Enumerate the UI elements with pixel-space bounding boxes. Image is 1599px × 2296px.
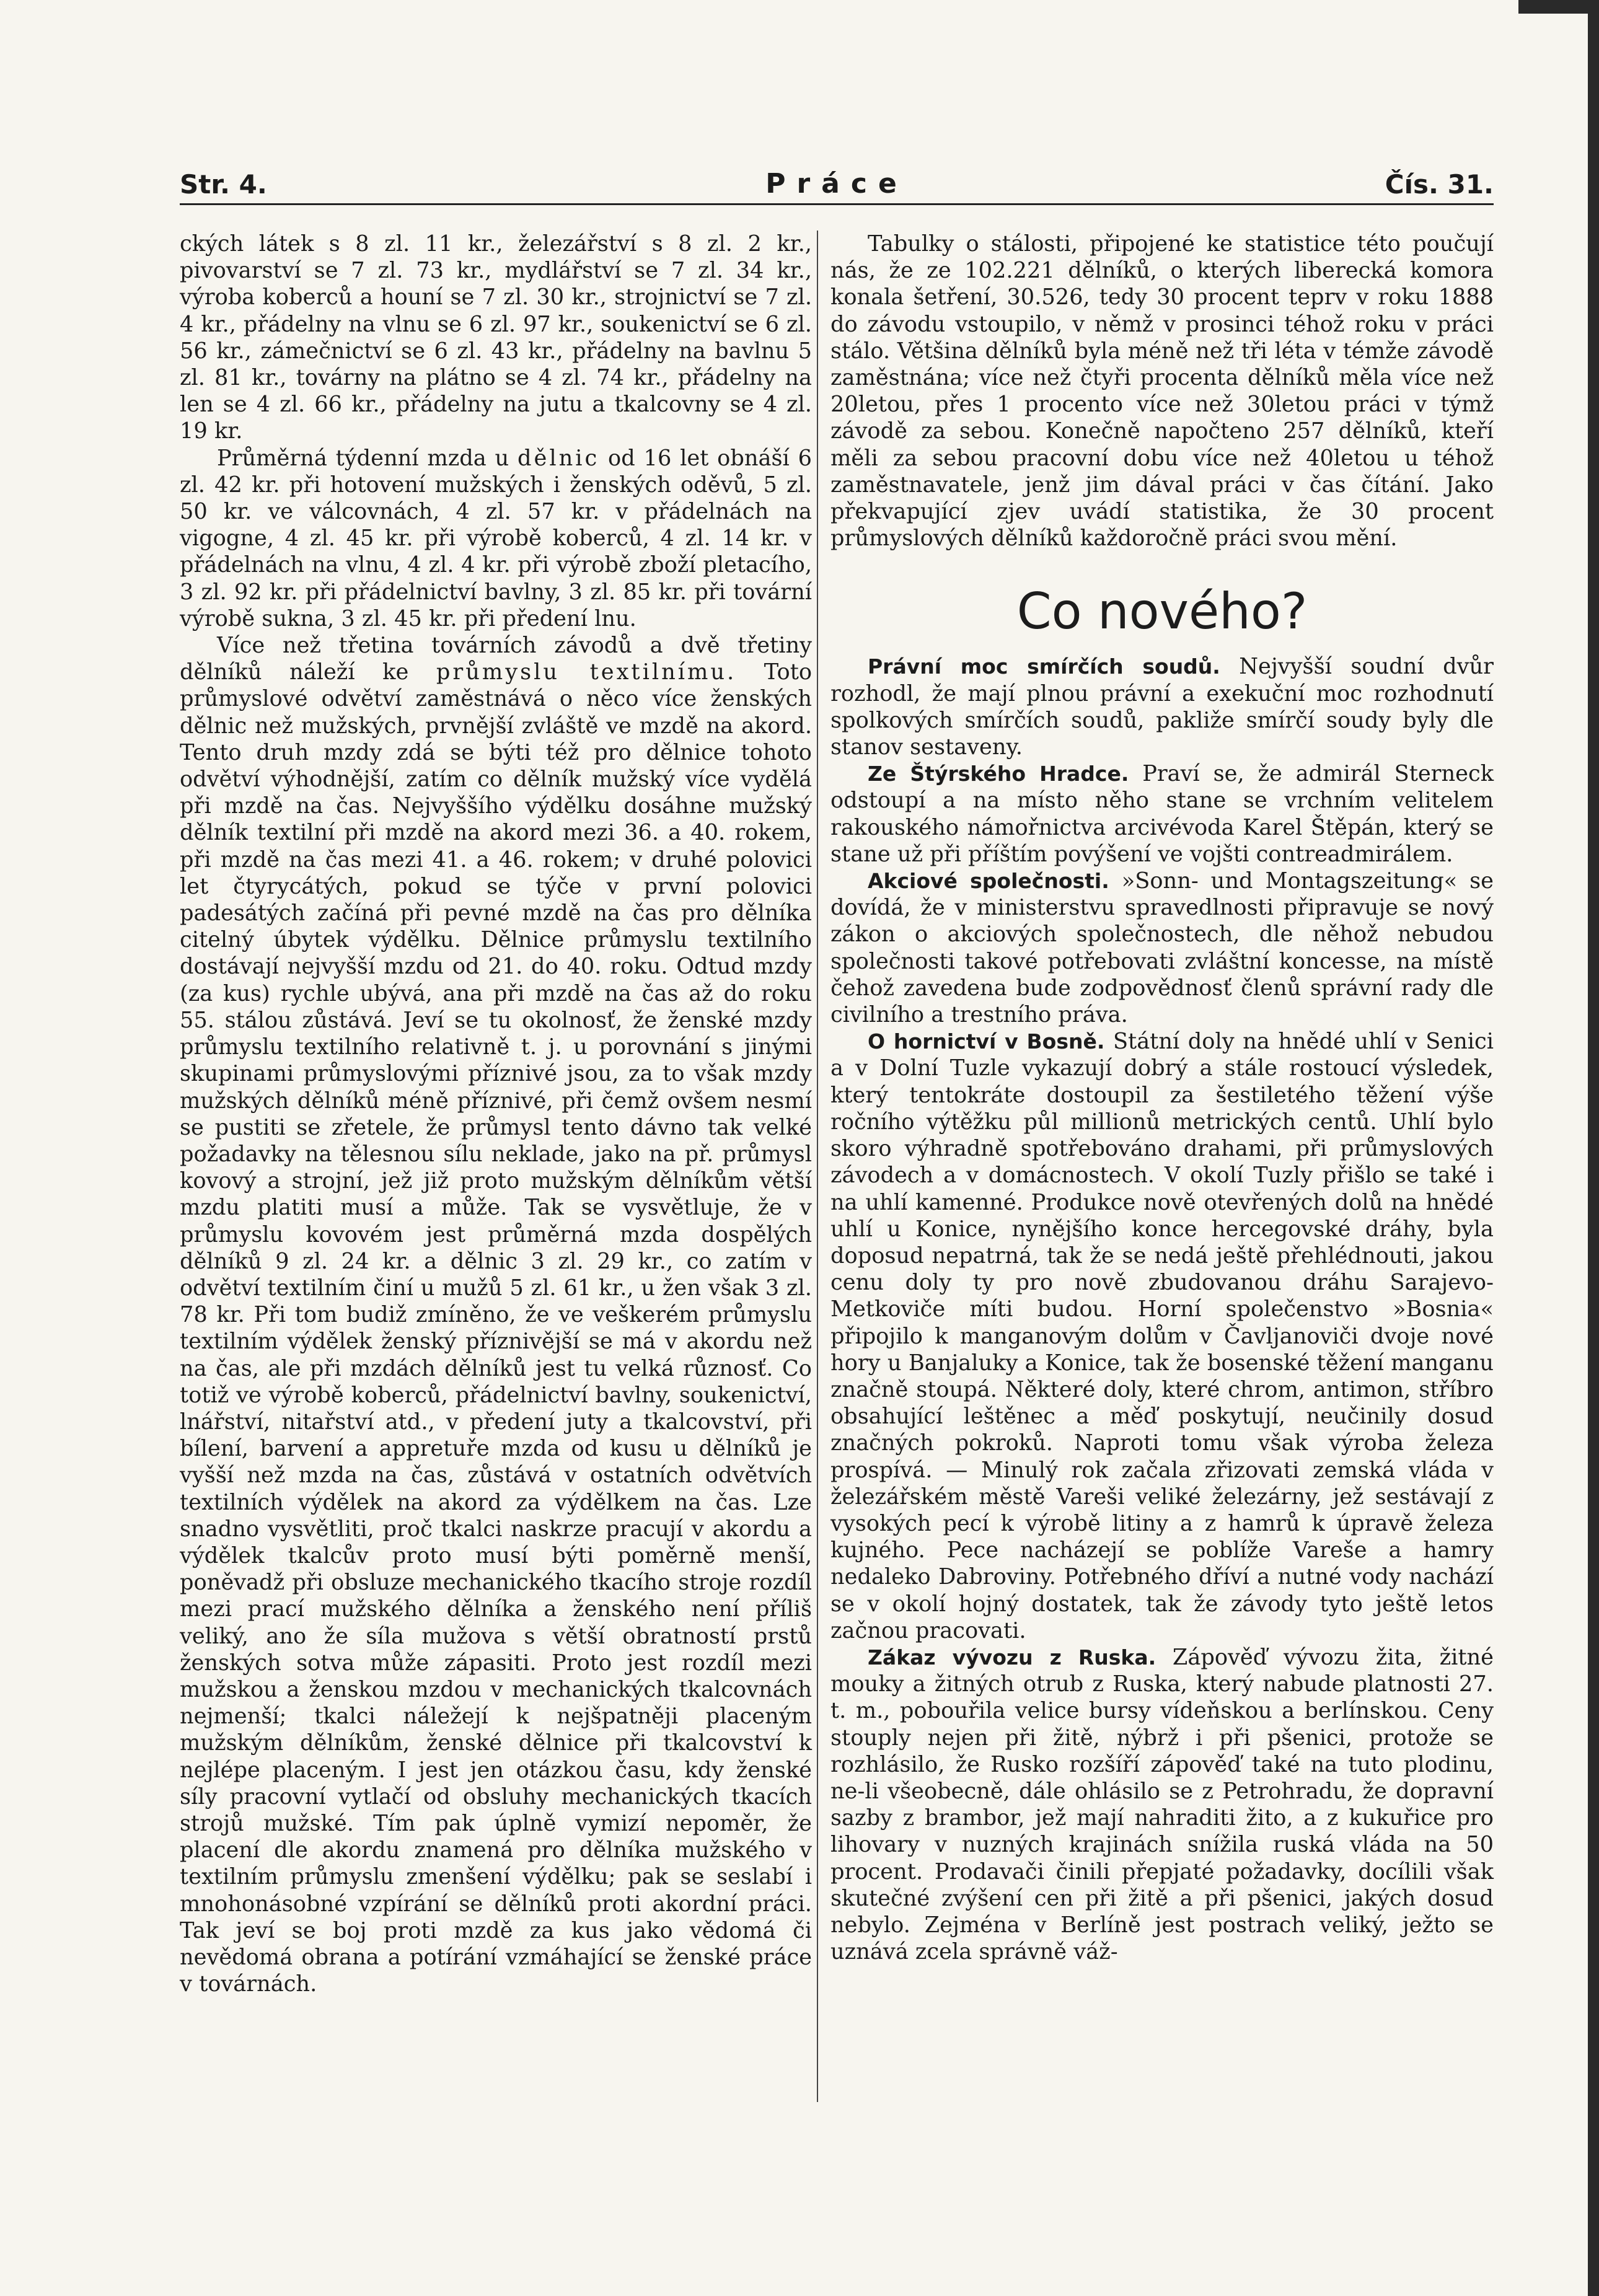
text-run: Toto průmyslové odvětví zaměstnává o něco více ženských dělnic než mužských, prvnější zvláště ve mzdě na akord. Tento druh mzdy zdá se býti též pro dělnice tohoto odvětví výhodnější, zatím co dělník mužský více vydělá při mzdě na čas. Nejvyššího výdělku dosáhne mužský dělník textilní při mzdě na akord mezi 36. a 40. rokem, při mzdě na čas mezi 41. a 46. rokem; v druhé polovici let čtyrycátých, pokud se týče v první polovici padesátých začíná při pevné mzdě na čas pro dělníka citelný úbytek výdělku. Dělnice průmyslu textilního dostávají nejvyšší mzdu od 21. do 40. roku. Odtud mzdy (za kus) rychle ubývá, ana při mzdě na čas až do roku 55. stálou zůstává. Jeví se tu okolnosť, že ženské mzdy průmyslu textilního relativně t. j. u porovnání s jinými skupinami průmyslovými příznivé jsou, za to však mzdy mužských dělníků méně příznivé, při čemž ovšem nesmí se pustiti se zřetele, že průmysl tento dávno tak velké požadavky na tělesnou sílu neklade, jako na př. průmysl kovový a strojní, jež již proto mužským dělníkům větší mzdu platiti musí a může. Tak se vysvětluje, že v průmyslu kovovém jest průměrná mzda dospělých dělníků 9 zl. 24 kr. a dělnic 3 zl. 29 kr., co zatím v odvětví textilním činí u mužů 5 zl. 61 kr., u žen však 3 zl. 78 kr. Při tom budiž zmíněno, že ve veškerém průmyslu textilním výdělek ženský příznivější se má v akordu než na čas, ale při mzdách dělníků jest tu velká různosť. Co totiž ve výrobě koberců, přádelnictví bavlny, soukenictví, lnářství, nitařství atd., v předení juty a tkalcovství, při bílení, barvení a appretuře mzda od kusu u dělníků je vyšší než mzda na čas, zůstává v ostatních odvětvích textilních výdělek na akord za výdělkem na čas. Lze snadno vysvětliti, proč tkalci naskrze pracují v akordu a výdělek tkalcův proto musí býti poměrně menší, poněvadž při obsluze mechanického tkacího stroje rozdíl mezi prací mužského dělníka a ženského není příliš veliký, ano že síla mužova s větší obratností prstů ženských sotva může zápasiti. Proto jest rozdíl mezi mužskou a ženskou mzdou v mechanických tkalcovnách nejmenší; tkalci náležejí k nejšpatněji placeným mužským dělníkům, ženské dělnice při tkalcovství k nejlépe placeným. I jest jen otázkou času, kdy ženské síly pracovní vytlačí od obsluhy mechanických tkacích strojů mužské. Tím pak úplně vymizí nepoměr, že placení dle akordu znamená pro dělníka mužského v textilním průmyslu zmenšení výdělku; pak se seslabí i mnohonásobné vzpírání se dělníků proti akordní práci. Tak jeví se boj proti mzdě za kus jako vědomá či nevědomá obrana a potírání vzmáhající se ženské práce v továrnách. [180, 659, 813, 1997]
column-divider [817, 231, 818, 2102]
emphasis: průmyslu textilnímu. [436, 659, 737, 685]
text-run: Více než třetina továrních závodů a dvě třetiny dělníků náleží ke [180, 633, 812, 685]
news-item [830, 1028, 1494, 1644]
news-item [830, 1644, 1494, 1965]
news-text: Státní doly na hnědé uhlí v Senici a v Dolní Tuzle vykazují dobrý a stále rostoucí výsledek, který tentokráte dostoupil za šestiletého těžení výše ročního výtěžku půl millionů metrických centů. Uhlí bylo skoro výhradně spotřebováno drahami, při průmyslových závodech a v domácnostech. V okolí Tuzly přišlo se také i na uhlí kamenné. Produkce nově otevřených dolů na hnědé uhlí u Konice, nynějšího konce hercegovské dráhy, byla doposud nepatrná, tak že se nedá ještě přehlédnouti, jakou cenu doly ty pro nově zbudovanou dráhu Sarajevo-Metkoviče míti budou. Horní společenstvo »Bosnia« připojilo k manganovým dolům v Čavljanoviči dvoje nové hory u Banjaluky a Konice, tak že bosenské těžení manganu značně stoupá. Některé doly, které chrom, antimon, stříbro obsahující leštěnec a měď poskytují, neučinily dosud značných pokroků. Naproti tomu však výroba železa prospívá. — Minulý rok začala zřizovati zemská vláda v železářském městě Vareši veliké železárny, jež sestávají z vysokých pecí k výrobě litiny a z hamrů k úpravě železa kujného. Pece nacházejí se poblíže Vareše a hamry nedaleko Dabroviny. Potřebného dříví a nutné vody nachází se v okolí hojný dostatek, tak že závody tyto ještě letos začnou pracovati. [830, 1029, 1494, 1643]
issue-number: Čís. 31. [1385, 169, 1494, 200]
news-item [830, 760, 1494, 868]
paragraph: ckých látek s 8 zl. 11 kr., železářství s 8 zl. 2 kr., pivovarství se 7 zl. 73 kr., mydlářství se 7 zl. 34 kr., výroba koberců a houní se 7 zl. 30 kr., strojnictví se 7 zl. 4 kr., přádelny na vlnu se 6 zl. 97 kr., soukenictví se 6 zl. 56 kr., zámečnictví se 6 zl. 43 kr., přádelny na bavlnu 5 zl. 81 kr., továrny na plátno se 4 zl. 74 kr., přádelny na len se 4 zl. 66 kr., přádelny na jutu a tkalcovny se 4 zl. 19 kr. [180, 231, 812, 444]
news-text: Nejvyšší soudní dvůr rozhodl, že mají plnou právní a exekuční moc rozhodnutí spolkových smírčích soudů, pakliže smírčí soudy byly dle stanov sestaveny. [830, 654, 1494, 760]
emphasis: dělnic [518, 445, 600, 471]
news-headline: Ze Štýrského Hradce. [868, 762, 1129, 786]
news-text: Zápověď vývozu žita, žitné mouky a žitných otrub z Ruska, který nabude platnosti 27. t. m., pobouřila velice bursy vídeňskou a berlínskou. Ceny stouply nejen při žitě, nýbrž i při pšenici, protože se rozhlásilo, že Rusko rozšíří zápověď také na tuto plodinu, ne-li všeobecně, dále ohlásilo se z Petrohradu, že dopravní sazby z brambor, jež mají nahraditi žito, a z kukuřice pro lihovary v nuzných krajinách snížila ruská vláda na 50 procent. Prodavači činili přepjaté požadavky, docílili však skutečné zvýšení cen při žitě a při pšenici, jakých dosud nebylo. Zejména v Berlíně jest postrach veliký, ježto se uznává zcela správně váž- [830, 1644, 1494, 1965]
scan-border [1588, 0, 1599, 2296]
news-headline: O hornictví v Bosně. [868, 1029, 1105, 1054]
newspaper-title: Práce [765, 168, 908, 200]
section-heading: Co nového? [1016, 583, 1308, 641]
paragraph [180, 632, 812, 1997]
text-run: Průměrná týdenní mzda u [217, 445, 509, 471]
text-run: od 16 let obnáší 6 zl. 42 kr. při hotovení mužských i ženských oděvů, 5 zl. 50 kr. ve válcovnách, 4 zl. 57 kr. v přádelnách na vigogne, 4 zl. 45 kr. při výrobě koberců, 4 zl. 14 kr. v přádelnách na vlnu, 4 zl. 4 kr. při výrobě zboží pletacího, 3 zl. 92 kr. při přádelnictví bavlny, 3 zl. 85 kr. při tovární výrobě sukna, 3 zl. 45 kr. při předení lnu. [180, 445, 812, 631]
paragraph [180, 445, 812, 632]
news-text: »Sonn- und Montagszeitung« se dovídá, že v ministerstvu spravedlnosti připravuje se nový zákon o akciových společnostech, dle něhož nebudou společnosti takové potřebovati zvláštní koncesse, na místě čehož zavedena bude zodpovědnosť členů správní rady dle civilního a trestního práva. [830, 868, 1494, 1028]
news-headline: Akciové společnosti. [868, 869, 1109, 894]
news-item [830, 653, 1494, 760]
paragraph: Tabulky o stálosti, připojené ke statistice této poučují nás, že ze 102.221 dělníků, o kterých liberecká komora konala šetření, 30.526, tedy 30 procent teprv v roku 1888 do závodu vstoupilo, v němž v prosinci téhož roku v práci stálo. Většina dělníků byla méně než tři léta v témže závodě zaměstnána; více než čtyři procenta dělníků měla více než 20letou, přes 1 procento více než 30letou práci v týmž závodě za sebou. Konečně napočteno 257 dělníků, kteří měli za sebou pracovní dobu více než 40letou u téhož zaměstnavatele, jenž jim dával práci v čas čítání. Jako překvapující zjev uvádí statistika, že 30 procent průmyslových dělníků každoročně práci svou mění. [830, 231, 1494, 552]
news-headline: Právní moc smírčích soudů. [868, 654, 1220, 679]
left-column [180, 231, 812, 1997]
news-item [830, 868, 1494, 1028]
scan-border-top [1518, 0, 1599, 14]
right-column [830, 231, 1494, 1965]
page-header [180, 166, 1494, 205]
news-text: Praví se, že admirál Sterneck odstoupí a na místo něho stane se vrchním velitelem rakouského námořnictva arcivévoda Karel Štěpán, který se stane už při příštím povýšení ve vojšti contreadmirálem. [830, 761, 1494, 867]
news-headline: Zákaz vývozu z Ruska. [868, 1645, 1156, 1669]
page-number: Str. 4. [180, 169, 267, 200]
